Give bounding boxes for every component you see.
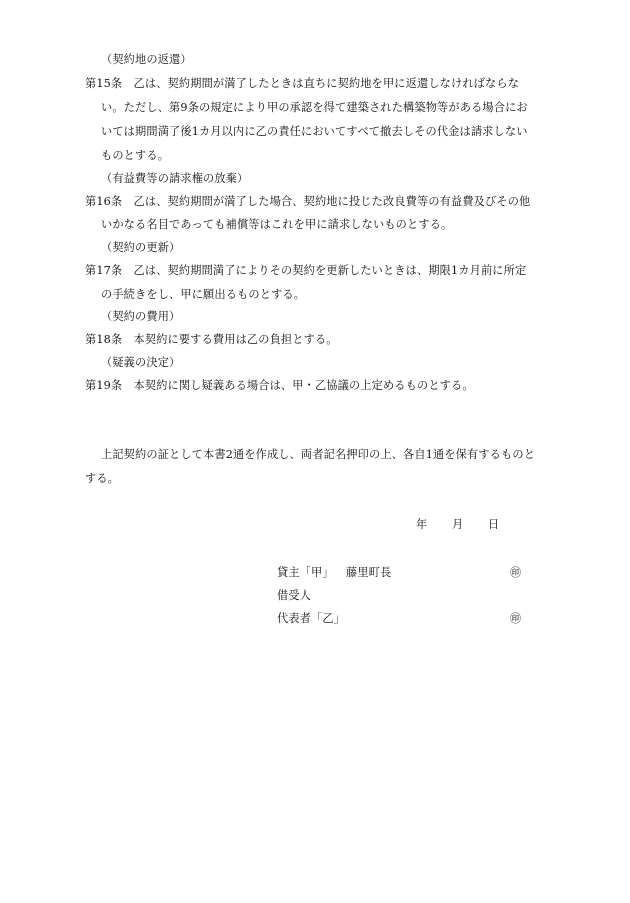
borrower-label: 借受人 xyxy=(277,589,312,602)
representative-label: 代表者「乙」 xyxy=(277,612,346,625)
article-19-caption: （疑義の決定） xyxy=(101,356,181,369)
article-17-caption: （契約の更新） xyxy=(101,241,181,254)
date-day: 日 xyxy=(488,518,500,531)
article-19-line-1: 第19条 本契約に関し疑義ある場合は、甲・乙協議の上定めるものとする。 xyxy=(85,379,474,392)
closing-line-1: 上記契約の証として本書2通を作成し、両者記名押印の上、各自1通を保有するものと xyxy=(101,448,536,461)
article-16-line-2: いかなる名目であっても補償等はこれを甲に請求しないものとする。 xyxy=(101,218,453,231)
article-18-line-1: 第18条 本契約に要する費用は乙の負担とする。 xyxy=(85,333,338,346)
article-18-caption: （契約の費用） xyxy=(101,310,181,323)
article-17-line-1: 第17条 乙は、契約期間満了によりその契約を更新したいときは、期限1カ月前に所定 xyxy=(85,264,527,277)
article-15-line-2: い。ただし、第9条の規定により甲の承認を得て建築された構築物等がある場合にお xyxy=(101,101,528,114)
article-16-caption: （有益費等の請求権の放棄） xyxy=(101,172,249,185)
closing-line-2: する。 xyxy=(85,472,120,485)
article-15-caption: （契約地の返還） xyxy=(101,53,192,66)
lender-seal-mark: ㊞ xyxy=(510,566,522,579)
article-15-line-4: ものとする。 xyxy=(101,149,170,162)
lender-name: 藤里町長 xyxy=(346,566,392,579)
representative-seal-mark: ㊞ xyxy=(510,612,522,625)
article-17-line-2: の手続きをし、甲に願出るものとする。 xyxy=(101,288,306,301)
date-month: 月 xyxy=(452,518,464,531)
article-15-line-1: 第15条 乙は、契約期間が満了したときは直ちに契約地を甲に返還しなければならな xyxy=(85,77,520,90)
article-15-line-3: いては期間満了後1カ月以内に乙の責任においてすべて撤去しその代金は請求しない xyxy=(101,125,528,138)
date-year: 年 xyxy=(416,518,428,531)
article-16-line-1: 第16条 乙は、契約期間が満了した場合、契約地に投じた改良費等の有益費及びその他 xyxy=(85,195,531,208)
lender-label: 貸主「甲」 xyxy=(277,566,334,579)
